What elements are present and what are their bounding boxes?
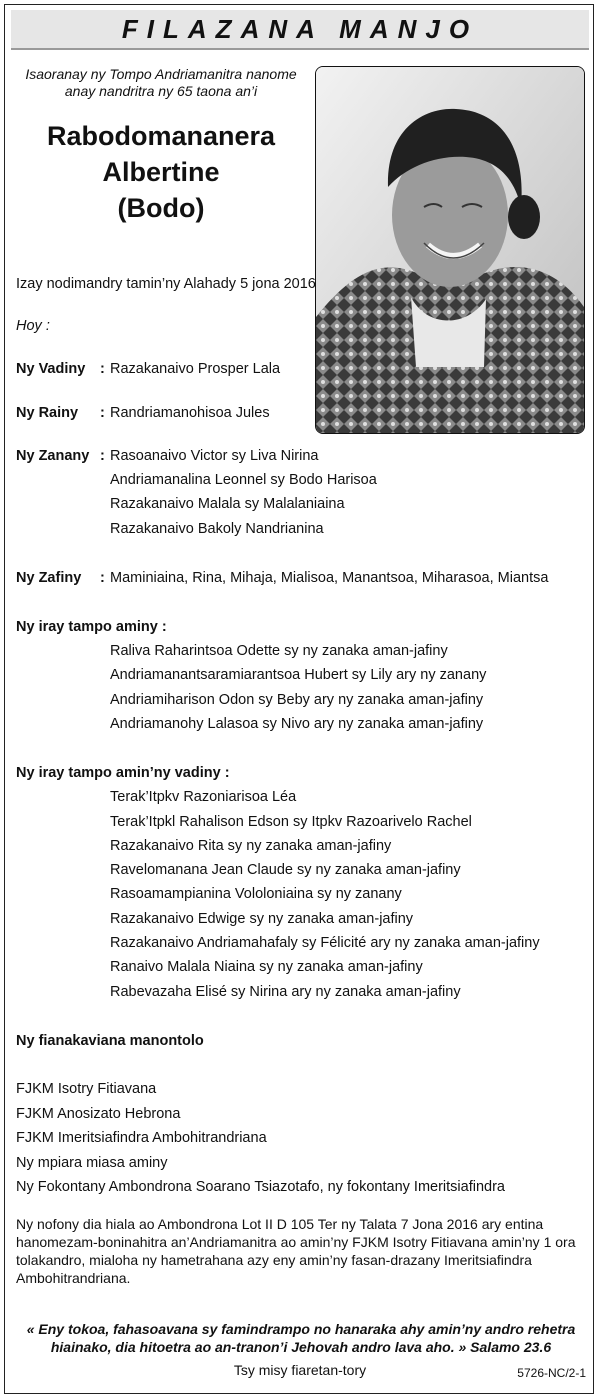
spouse-siblings-label: Ny iray tampo amin’ny vadiny : (16, 765, 230, 781)
spouse-sibling-entry: Rabevazaha Elisé sy Nirina ary ny zanaka aman-jafiny (110, 984, 461, 1000)
separator: : (100, 570, 105, 586)
grandchildren-value: Maminiaina, Rina, Mihaja, Mialisoa, Manantsoa, Miharasoa, Miantsa (110, 570, 549, 586)
name-line: Rabodomananera (46, 121, 276, 151)
spouse-sibling-entry: Rasoamampianina Vololoniaina sy ny zanany (110, 886, 402, 902)
quote-line: hiainako, dia hitoetra ao an-tranon’i Jehovah andro lava aho. » Salamo 23.6 (50, 1339, 552, 1355)
org-entry: FJKM Anosizato Hebrona (16, 1106, 181, 1122)
burial-line: tolakandro, mialoha ny hametrahana azy eny amin’ny fasan-drazany Imeritsiafindra (16, 1252, 532, 1268)
grandchildren-label: Ny Zafiny (16, 570, 82, 586)
spouse-sibling-entry: Razakanaivo Edwige sy ny zanaka aman-jafiny (110, 911, 414, 927)
spouse-sibling-entry: Ranaivo Malala Niaina sy ny zanaka aman-jafiny (110, 959, 423, 975)
spouse-sibling-entry: Terak’Itpkl Rahalison Edson sy Itpkv Razoarivelo Rachel (110, 814, 472, 830)
spouse-sibling-entry: Ravelomanana Jean Claude sy ny zanaka aman-jafiny (110, 862, 461, 878)
portrait-illustration (316, 67, 584, 433)
separator: : (100, 448, 105, 464)
father-label: Ny Rainy (16, 405, 79, 421)
children-label: Ny Zanany (16, 448, 90, 464)
intro-line: anay nandritra ny 65 taona an’i (64, 83, 258, 99)
spouse-value: Razakanaivo Prosper Lala (110, 361, 281, 377)
org-entry: Ny mpiara miasa aminy (16, 1155, 168, 1171)
spouse-label: Ny Vadiny (16, 361, 86, 377)
sibling-entry: Andriamiharison Odon sy Beby ary ny zanaka aman-jafiny (110, 692, 484, 708)
spouse-row (16, 361, 105, 377)
spouse-sibling-entry: Razakanaivo Rita sy ny zanaka aman-jafiny (110, 838, 392, 854)
siblings-label: Ny iray tampo aminy : (16, 619, 167, 635)
grandchildren-row (16, 570, 105, 586)
separator: : (100, 361, 105, 377)
burial-line: Ny nofony dia hiala ao Ambondrona Lot II D 105 Ter ny Talata 7 Jona 2016 ary entina (16, 1216, 544, 1232)
burial-line: Ambohitrandriana. (16, 1270, 131, 1286)
org-entry: FJKM Imeritsiafindra Ambohitrandriana (16, 1130, 267, 1146)
deceased-name (16, 118, 306, 226)
children-value: Razakanaivo Bakoly Nandrianina (110, 521, 324, 537)
hoy-label: Hoy : (16, 318, 50, 334)
intro-line: Isaoranay ny Tompo Andriamanitra nanome (25, 66, 297, 82)
scripture-quote (16, 1320, 586, 1356)
children-value: Rasoanaivo Victor sy Liva Nirina (110, 448, 319, 464)
notice-title: FILAZANA MANJO (11, 10, 589, 50)
relatives-label: Ny fianakaviana manontolo (16, 1033, 204, 1049)
spouse-sibling-entry: Terak’Itpkv Razoniarisoa Léa (110, 789, 297, 805)
children-value: Razakanaivo Malala sy Malalaniaina (110, 496, 345, 512)
spouse-sibling-entry: Razakanaivo Andriamahafaly sy Félicité ary ny zanaka aman-jafiny (110, 935, 540, 951)
intro-text (16, 66, 306, 100)
org-entry: Ny Fokontany Ambondrona Soarano Tsiazotafo, ny fokontany Imeritsiafindra (16, 1179, 505, 1195)
quote-line: « Eny tokoa, fahasoavana sy famindrampo no hanaraka ahy amin’ny andro rehetra (26, 1321, 576, 1337)
sibling-entry: Andriamanohy Lalasoa sy Nivo ary ny zanaka aman-jafiny (110, 716, 484, 732)
father-row (16, 405, 105, 421)
reference-code: 5726-NC/2-1 (517, 1366, 586, 1380)
children-row (16, 448, 105, 464)
org-entry: FJKM Isotry Fitiavana (16, 1081, 157, 1097)
sibling-entry: Raliva Raharintsoa Odette sy ny zanaka aman-jafiny (110, 643, 448, 659)
name-line: Albertine (102, 157, 220, 187)
nickname: (Bodo) (117, 193, 205, 223)
father-value: Randriamanohisoa Jules (110, 405, 270, 421)
death-date-line: Izay nodimandry tamin’ny Alahady 5 jona 2016 (16, 276, 316, 292)
burial-paragraph (16, 1215, 586, 1287)
closing-note: Tsy misy fiaretan-tory (233, 1362, 367, 1378)
burial-line: hanomezam-boninahitra an’Andriamanitra ao amin’ny FJKM Isotry Fitiavana amin’ny 1 ora (16, 1234, 576, 1250)
children-value: Andriamanalina Leonnel sy Bodo Harisoa (110, 472, 377, 488)
separator: : (100, 405, 105, 421)
portrait-photo (315, 66, 585, 434)
sibling-entry: Andriamanantsaramiarantsoa Hubert sy Lily ary ny zanany (110, 667, 487, 683)
